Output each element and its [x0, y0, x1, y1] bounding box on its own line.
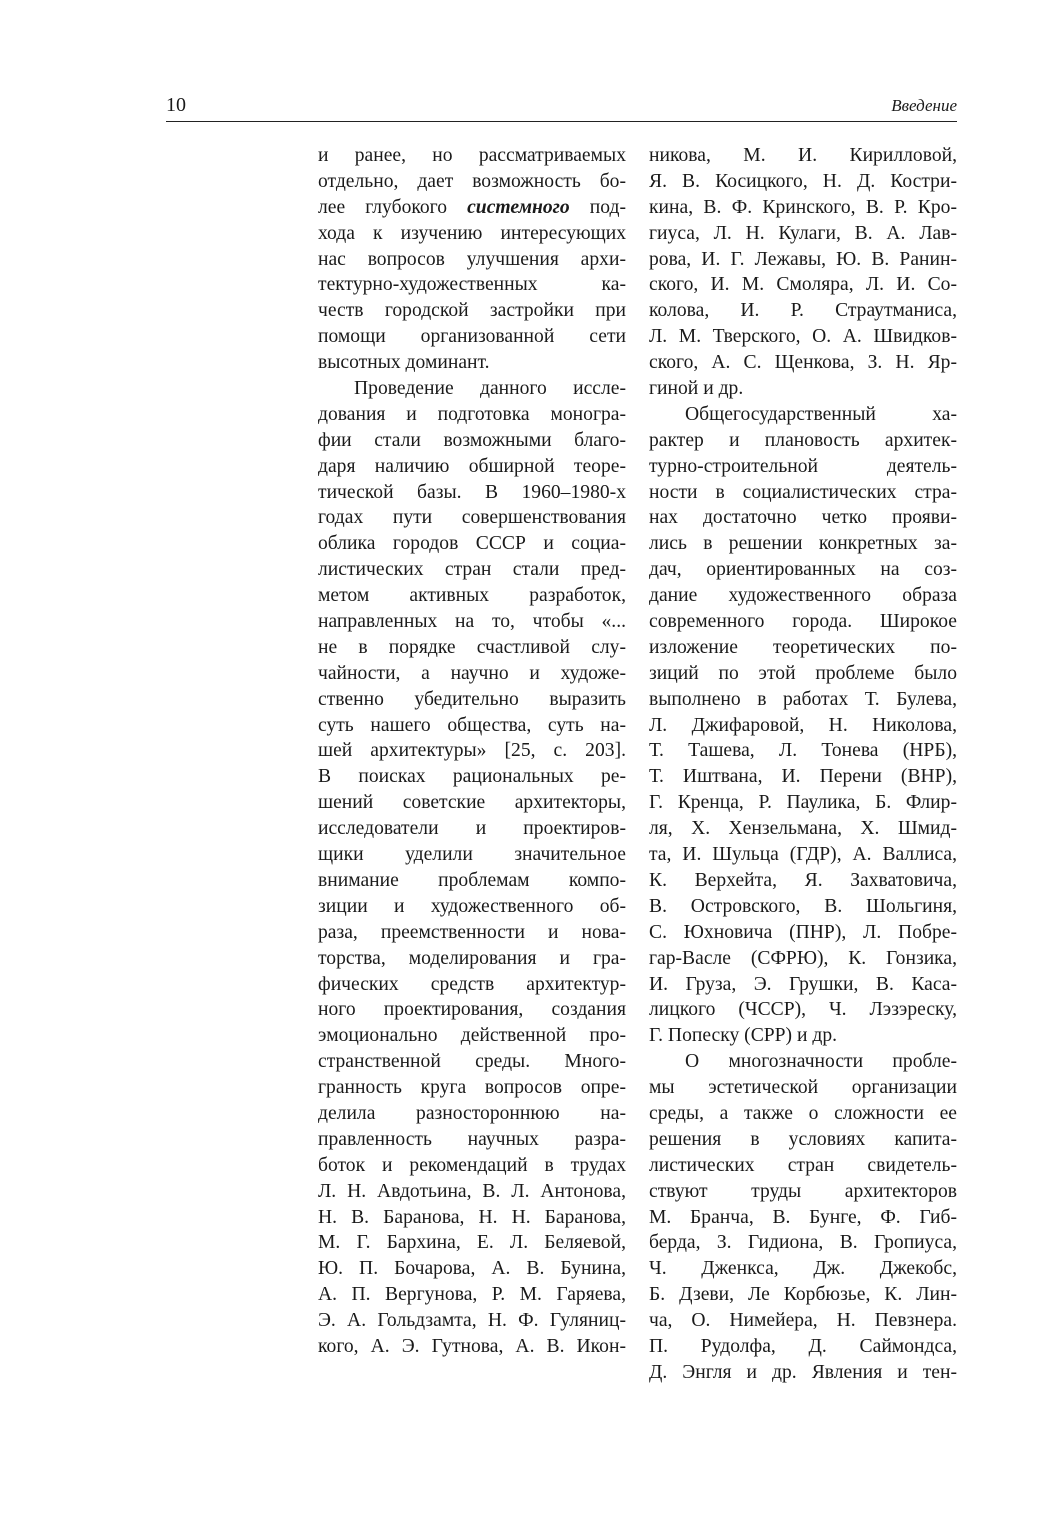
text-line: Ч. Дженкса, Дж. Джекобс, — [649, 1258, 957, 1280]
header-rule — [166, 121, 957, 122]
text-line: гиной и др. — [649, 378, 744, 400]
text-line: листических стран стали пред- — [318, 559, 626, 581]
text-line: суть нашего общества, суть на- — [318, 714, 626, 736]
text-line: В. Островского, В. Шольгиня, — [649, 895, 957, 917]
text-line: ча, О. Нимейера, Н. Певзнера. — [649, 1310, 957, 1332]
text-line: ского, И. М. Смоляра, Л. И. Со- — [649, 274, 957, 296]
text-line: чайности, а научно и художе- — [318, 662, 626, 684]
text-line: фии стали возможными благо- — [318, 429, 626, 451]
text-line: тической базы. В 1960–1980-х — [318, 481, 626, 503]
text-line: колова, И. Р. Страутманиса, — [649, 300, 957, 322]
text-line: С. Юхновича (ПНР), Л. Побре- — [649, 921, 957, 943]
text-line: дач, ориентированных на соз- — [649, 559, 957, 581]
text-line: И. Груза, Э. Грушки, В. Каса- — [649, 973, 957, 995]
text-line: Л. Н. Авдотьина, В. Л. Антонова, — [318, 1180, 626, 1202]
text-line: лись в решении конкретных за- — [649, 533, 957, 555]
text-line: гар-Васле (СФРЮ), К. Гонзика, — [649, 947, 957, 969]
text-line: никова, М. И. Кирилловой, — [649, 145, 957, 166]
text-line: Т. Иштвана, И. Перени (ВНР), — [649, 766, 957, 788]
text-line: Г. Кренца, Р. Паулика, Б. Флир- — [649, 792, 957, 814]
text-line: О многозначности пробле- — [685, 1051, 957, 1073]
text-line: тектурно-художественных ка- — [318, 274, 626, 296]
text-line: зиции и художественного об- — [318, 895, 626, 917]
text-line: делила разностороннюю на- — [318, 1102, 626, 1124]
text-line: Л. М. Тверского, О. А. Швидков- — [649, 326, 957, 348]
text-line: Проведение данного иссле- — [354, 378, 626, 400]
text-line: Д. Энгля и др. Явления и тен- — [649, 1361, 957, 1383]
text-line: эмоционально действенной про- — [318, 1025, 626, 1047]
text-line: щики уделили значительное — [318, 844, 626, 866]
page-number: 10 — [166, 94, 186, 116]
text-line: Н. В. Баранова, Н. Н. Баранова, — [318, 1206, 626, 1228]
text-line: честв городской застройки при — [318, 300, 626, 322]
text-line: Э. А. Гольдзамта, Н. Ф. Гуляниц- — [318, 1310, 626, 1332]
text-line: облика городов СССР и социа- — [318, 533, 626, 555]
text-line: боток и рекомендаций в трудах — [318, 1154, 626, 1176]
text-line: фических средств архитектур- — [318, 973, 626, 995]
text-line: хода к изучению интересующих — [318, 222, 626, 244]
left-text-column — [318, 143, 626, 1360]
text-line: странственной среды. Много- — [318, 1051, 626, 1073]
text-line: В поисках рациональных ре- — [318, 766, 626, 788]
text-line: зиций по этой проблеме было — [649, 662, 957, 684]
text-line: среды, а также о сложности ее — [649, 1102, 957, 1124]
text-line: берда, З. Гидиона, В. Гропиуса, — [649, 1232, 957, 1254]
text-line: дования и подготовка моногра- — [318, 403, 626, 425]
text-line: Г. Попеску (СРР) и др. — [649, 1025, 838, 1047]
running-title: Введение — [891, 96, 957, 115]
text-line: кина, В. Ф. Кринского, В. Р. Кро- — [649, 196, 957, 218]
text-line: годах пути совершенствования — [318, 507, 626, 529]
text-line: гранность круга вопросов опре- — [318, 1077, 626, 1099]
text-line: шей архитектуры» [25, с. 203]. — [318, 740, 626, 762]
text-line: нах достаточно четко прояви- — [649, 507, 957, 529]
text-line: ного проектирования, создания — [318, 999, 626, 1021]
text-line: Я. В. Косицкого, Н. Д. Костри- — [649, 170, 957, 192]
text-line: мы эстетической организации — [649, 1077, 957, 1099]
text-line: лицкого (ЧССР), Ч. Лэзэреску, — [649, 999, 957, 1021]
text-line: правленность научных разра- — [318, 1128, 626, 1150]
text-line: торства, моделирования и гра- — [318, 947, 626, 969]
text-line: высотных доминант. — [318, 352, 490, 374]
text-line: изложение теоретических по- — [649, 636, 957, 658]
text-line: исследователи и проектиров- — [318, 818, 626, 840]
text-line: направленных на то, чтобы «... — [318, 611, 626, 633]
text-line: ского, А. С. Щенкова, З. Н. Яр- — [649, 352, 957, 374]
text-line: шений советские архитекторы, — [318, 792, 626, 814]
text-line: отдельно, дает возможность бо- — [318, 170, 626, 192]
text-line: турно-строительной деятель- — [649, 455, 957, 477]
text-line: ля, Х. Хензельмана, Х. Шмид- — [649, 818, 957, 840]
text-line: П. Рудолфа, Д. Саймондса, — [649, 1335, 957, 1357]
text-line: помощи организованной сети — [318, 326, 626, 348]
text-line: ности в социалистических стра- — [649, 481, 957, 503]
text-line: метом активных разработок, — [318, 585, 626, 607]
text-line: М. Г. Бархина, Е. Л. Беляевой, — [318, 1232, 626, 1254]
text-line: ственно убедительно выразить — [318, 688, 626, 710]
text-segment: лее глубокого — [318, 196, 468, 218]
text-line: Т. Ташева, Л. Тонева (НРБ), — [649, 740, 957, 762]
text-line — [318, 195, 626, 221]
emphasized-term: системного — [467, 196, 570, 218]
text-line: дание художественного образа — [649, 585, 957, 607]
text-line: Общегосударственный ха- — [685, 403, 957, 425]
text-line: современного города. Широкое — [649, 611, 957, 633]
text-line: та, И. Шульца (ГДР), А. Валлиса, — [649, 844, 957, 866]
text-line: М. Бранча, В. Бунге, Ф. Гиб- — [649, 1206, 957, 1228]
text-segment: под- — [569, 196, 626, 218]
text-line: гиуса, Л. Н. Кулаги, В. А. Лав- — [649, 222, 957, 244]
text-line: нас вопросов улучшения архи- — [318, 248, 626, 270]
text-line: рова, И. Г. Лежавы, Ю. В. Ранин- — [649, 248, 957, 270]
text-line: рактер и плановость архитек- — [649, 429, 957, 451]
text-line: А. П. Вергунова, Р. М. Гаряева, — [318, 1284, 626, 1306]
text-line: решения в условиях капита- — [649, 1128, 957, 1150]
text-line: и ранее, но рассматриваемых — [318, 145, 626, 166]
right-text-column — [649, 143, 957, 1386]
text-line: Ю. П. Бочарова, А. В. Бунина, — [318, 1258, 626, 1280]
text-line: Л. Джифаровой, Н. Николова, — [649, 714, 957, 736]
text-line: К. Верхейта, Я. Захватовича, — [649, 869, 957, 891]
text-line: не в порядке счастливой слу- — [318, 636, 626, 658]
text-line: листических стран свидетель- — [649, 1154, 957, 1176]
text-line: Б. Дзеви, Ле Корбюзье, К. Лин- — [649, 1284, 957, 1306]
text-line: выполнено в работах Т. Булева, — [649, 688, 957, 710]
text-line: ствуют труды архитекторов — [649, 1180, 957, 1202]
text-line: даря наличию обширной теоре- — [318, 455, 626, 477]
text-line: внимание проблемам компо- — [318, 869, 626, 891]
text-line: раза, преемственности и нова- — [318, 921, 626, 943]
text-line: кого, А. Э. Гутнова, А. В. Икон- — [318, 1335, 626, 1357]
